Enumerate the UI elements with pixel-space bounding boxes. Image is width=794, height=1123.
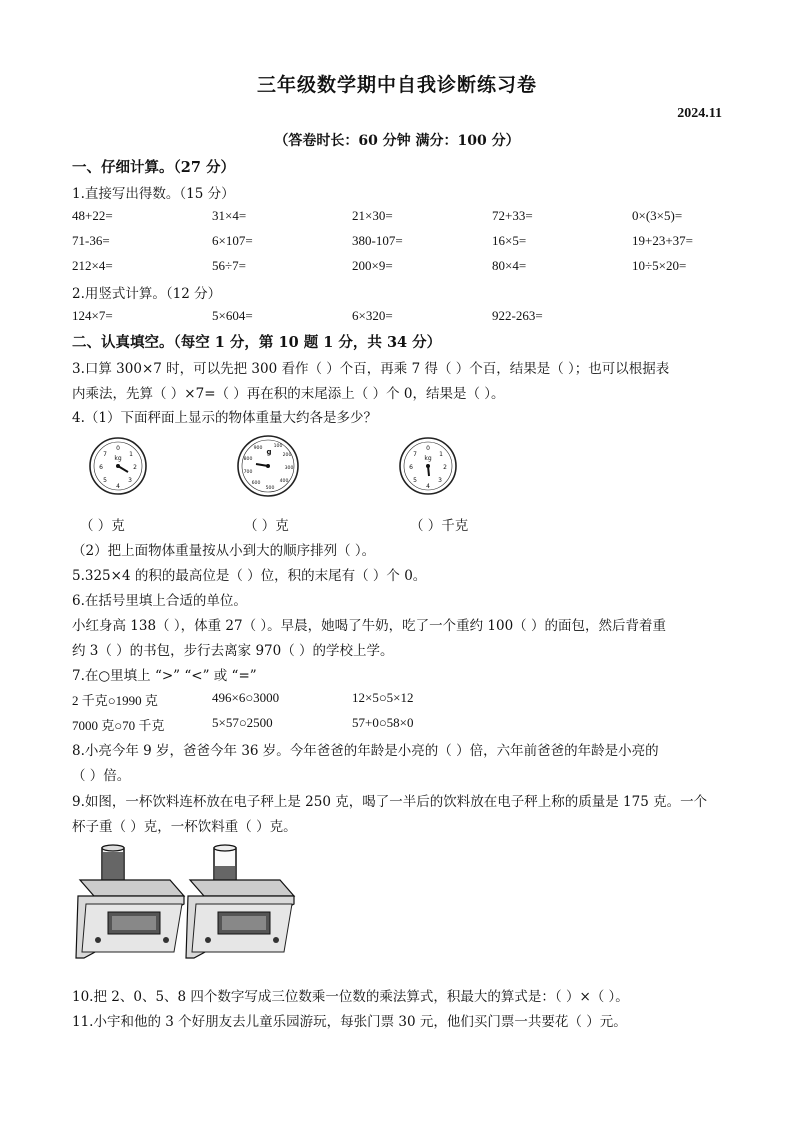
calc-item: 200×9=: [352, 258, 393, 273]
q4-answer-2: （ ）克: [244, 518, 289, 534]
dial-number: 900: [253, 446, 263, 451]
exam-info: （答卷时长：60 分钟 满分：100 分）: [274, 133, 520, 149]
q1-label: 1.直接写出得数。（15 分）: [72, 186, 235, 202]
calc-item: 212×4=: [72, 258, 113, 273]
dial-number: 5: [413, 477, 417, 484]
dial-number: 3: [128, 477, 132, 484]
calc-item: 80×4=: [492, 258, 527, 273]
dial-number: 6: [409, 464, 413, 471]
dial-number: 100: [273, 444, 283, 449]
q3-line1: 3.口算 300×7 时，可以先把 300 看作（ ）个百，再乘 7 得（ ）个百，结果是（ ）；也可以根据表: [72, 361, 670, 377]
calc-item: 72+33=: [492, 208, 533, 223]
compare-item: 2 千克○1990 克: [72, 693, 158, 708]
compare-item: 12×5○5×12: [352, 690, 414, 705]
q9-line2: 杯子重（ ）克，一杯饮料重（ ）克。: [72, 819, 297, 835]
section1-heading: 一、仔细计算。（27 分）: [72, 159, 235, 176]
calc-item: 56÷7=: [212, 258, 246, 273]
dial-number: 200: [282, 453, 292, 458]
calc-item: 6×320=: [352, 308, 393, 323]
dial-number: 7: [103, 451, 107, 458]
calc-item: 5×604=: [212, 308, 253, 323]
q6-line1: 小红身高 138（ ），体重 27（ ）。早晨，她喝了牛奶，吃了一个重约 100（ ）的面包，然后背着重: [72, 618, 666, 634]
dial-number: 1: [439, 451, 443, 458]
dial-number: 400: [279, 479, 289, 484]
calc-item: 124×7=: [72, 308, 113, 323]
dial-number: 2: [443, 464, 447, 471]
q6-label: 6.在括号里填上合适的单位。: [72, 593, 247, 609]
calc-item: 21×30=: [352, 208, 393, 223]
q8-line1: 8.小亮今年 9 岁，爸爸今年 36 岁。今年爸爸的年龄是小亮的（ ）倍，六年前爸爸的年龄是小亮的: [72, 743, 659, 759]
kitchen-scale-dial-2: [236, 434, 300, 498]
dial-unit: kg: [114, 455, 122, 462]
kitchen-scale-dial-1: [88, 436, 148, 496]
dial-number: 600: [251, 481, 261, 486]
calc-item: 380-107=: [352, 233, 403, 248]
dial-number: 0: [426, 445, 430, 452]
q4-answer-3: （ ）千克: [410, 518, 469, 534]
compare-item: 57+0○58×0: [352, 715, 414, 730]
compare-item: 7000 克○70 千克: [72, 718, 165, 733]
dial-number: 6: [99, 464, 103, 471]
q3-line2: 内乘法，先算（ ）×7=（ ）再在积的末尾添上（ ）个 0，结果是（ ）。: [72, 386, 505, 402]
calc-item: 6×107=: [212, 233, 253, 248]
calc-item: 10÷5×20=: [632, 258, 687, 273]
calc-item: 71-36=: [72, 233, 110, 248]
electronic-scale-half-cup: [184, 840, 296, 965]
dial-number: 1: [129, 451, 133, 458]
compare-item: 496×6○3000: [212, 690, 280, 705]
calc-item: 48+22=: [72, 208, 113, 223]
q2-label: 2.用竖式计算。（12 分）: [72, 286, 222, 302]
q7-label: 7.在○里填上 “>” “<” 或 “=”: [72, 668, 257, 684]
section2-heading: 二、认真填空。（每空 1 分，第 10 题 1 分，共 34 分）: [72, 334, 442, 351]
q4-answer-1: （ ）克: [80, 518, 125, 534]
dial-number: 300: [284, 466, 294, 471]
compare-row: [72, 690, 732, 710]
dial-number: 7: [413, 451, 417, 458]
q5-text: 5.325×4 的积的最高位是（ ）位，积的末尾有（ ）个 0。: [72, 568, 427, 584]
q10-text: 10.把 2、0、5、8 四个数字写成三位数乘一位数的乘法算式，积最大的算式是：（ ）×（ ）。: [72, 989, 629, 1005]
dial-unit: kg: [424, 455, 432, 462]
calc-item: 31×4=: [212, 208, 247, 223]
dial-number: 800: [243, 457, 253, 462]
dial-number: 500: [265, 486, 275, 491]
electronic-scale-full-cup: [74, 840, 186, 965]
calc-row: [72, 258, 732, 278]
dial-number: 4: [426, 483, 430, 490]
calc-row: [72, 208, 732, 228]
q8-line2: （ ）倍。: [72, 768, 131, 784]
calc-item: 16×5=: [492, 233, 527, 248]
dial-number: 2: [133, 464, 137, 471]
q9-line1: 9.如图，一杯饮料连杯放在电子秤上是 250 克，喝了一半后的饮料放在电子秤上称的质量是 175 克。一个: [72, 794, 708, 810]
calc-item: 0×(3×5)=: [632, 208, 683, 223]
dial-number: 5: [103, 477, 107, 484]
calc-item: 922-263=: [492, 308, 543, 323]
q11-text: 11.小宇和他的 3 个好朋友去儿童乐园游玩，每张门票 30 元，他们买门票一共要花（ ）元。: [72, 1014, 627, 1030]
q4-line1: 4.（1）下面秤面上显示的物体重量大约各是多少？: [72, 410, 377, 426]
kitchen-scale-dial-3: [398, 436, 458, 496]
dial-number: 3: [438, 477, 442, 484]
q4-line2: （2）把上面物体重量按从小到大的顺序排列（ ）。: [72, 543, 376, 559]
exam-date: 2024.11: [677, 106, 722, 121]
calc-item: 19+23+37=: [632, 233, 693, 248]
q6-line2: 约 3（ ）的书包，步行去离家 970（ ）的学校上学。: [72, 643, 394, 659]
dial-number: 0: [116, 445, 120, 452]
calc-row: [72, 233, 732, 253]
page-title: 三年级数学期中自我诊断练习卷: [256, 74, 537, 96]
vertical-calc-row: [72, 308, 732, 328]
compare-row: [72, 715, 732, 735]
dial-unit: g: [266, 448, 272, 456]
compare-item: 5×57○2500: [212, 715, 273, 730]
dial-number: 4: [116, 483, 120, 490]
dial-number: 700: [243, 470, 253, 475]
